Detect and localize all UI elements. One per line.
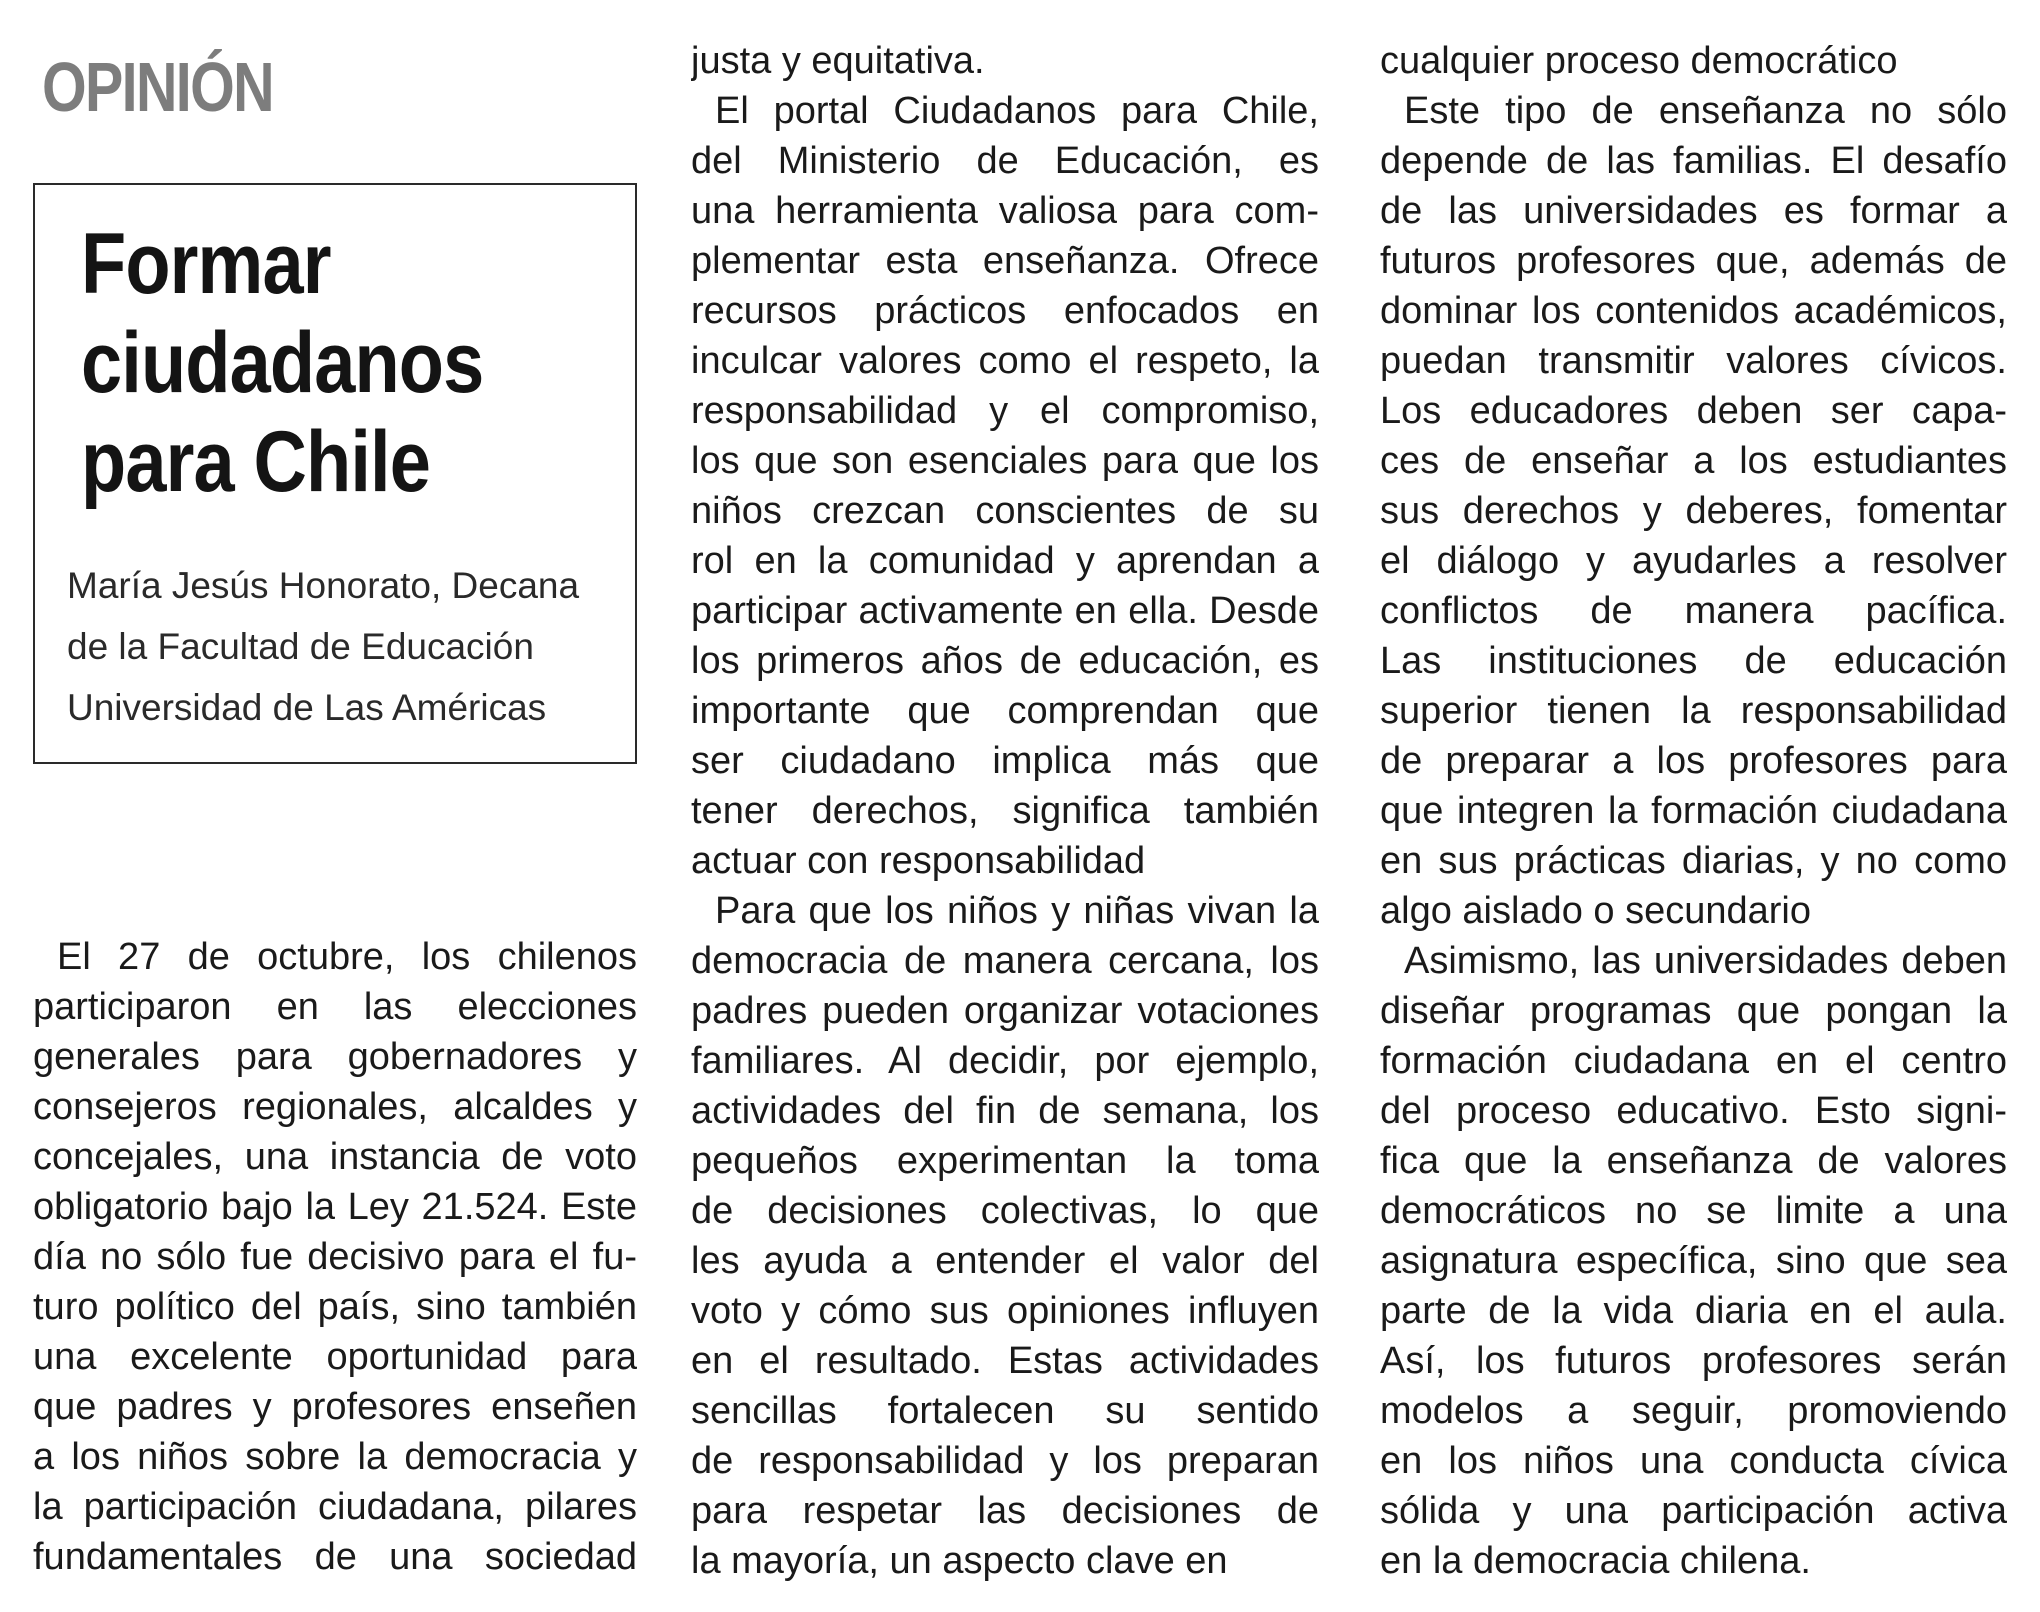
article-line: la mayoría, un aspecto clave en: [691, 1540, 1228, 1582]
article-line: padres pueden organizar votaciones: [691, 990, 1319, 1032]
headline: [81, 215, 483, 512]
article-line: conflictos de manera pacífica.: [1380, 590, 2007, 632]
article-line: superior tienen la responsabilidad: [1380, 690, 2007, 732]
article-line: obligatorio bajo la Ley 21.524. Este: [33, 1186, 637, 1228]
article-column-1: [33, 932, 637, 1582]
article-line: responsabilidad y el compromiso,: [691, 390, 1319, 432]
article-line: los que son esenciales para que los: [691, 440, 1319, 482]
article-line: familiares. Al decidir, por ejemplo,: [691, 1040, 1319, 1082]
article-line: puedan transmitir valores cívicos.: [1380, 340, 2007, 382]
article-line: a los niños sobre la democracia y: [33, 1436, 637, 1478]
byline-line: María Jesús Honorato, Decana: [67, 565, 580, 606]
article-line: diseñar programas que pongan la: [1380, 990, 2007, 1032]
article-line: asignatura específica, sino que sea: [1380, 1240, 2007, 1282]
article-line: consejeros regionales, alcaldes y: [33, 1086, 637, 1128]
article-line: que padres y profesores enseñen: [33, 1386, 637, 1428]
article-line: participar activamente en ella. Desde: [691, 590, 1319, 632]
article-line: futuros profesores que, además de: [1380, 240, 2007, 282]
article-line: democráticos no se limite a una: [1380, 1190, 2007, 1232]
section-label: OPINIÓN: [42, 48, 273, 126]
author-byline: [67, 555, 579, 738]
headline-line: ciudadanos: [81, 315, 484, 411]
article-line: en la democracia chilena.: [1380, 1540, 1811, 1582]
article-line: Este tipo de enseñanza no sólo: [1404, 90, 2007, 132]
article-line: rol en la comunidad y aprendan a: [691, 540, 1319, 582]
article-line: concejales, una instancia de voto: [33, 1136, 637, 1178]
byline-line: de la Facultad de Educación: [67, 626, 534, 667]
article-line: plementar esta enseñanza. Ofrece: [691, 240, 1319, 282]
article-line: niños crezcan conscientes de su: [691, 490, 1319, 532]
article-line: El 27 de octubre, los chilenos: [57, 936, 637, 978]
headline-line: para Chile: [81, 414, 430, 510]
article-column-2: [691, 36, 1319, 1586]
article-line: Las instituciones de educación: [1380, 640, 2007, 682]
article-line: sólida y una participación activa: [1380, 1490, 2007, 1532]
article-line: una herramienta valiosa para com-: [691, 190, 1319, 232]
article-line: inculcar valores como el respeto, la: [691, 340, 1319, 382]
article-line: Para que los niños y niñas vivan la: [715, 890, 1319, 932]
article-line: cualquier proceso democrático: [1380, 40, 1898, 82]
article-line: una excelente oportunidad para: [33, 1336, 637, 1378]
article-line: algo aislado o secundario: [1380, 890, 1811, 932]
article-line: del proceso educativo. Esto signi-: [1380, 1090, 2007, 1132]
article-line: depende de las familias. El desafío: [1380, 140, 2007, 182]
article-line: sencillas fortalecen su sentido: [691, 1390, 1319, 1432]
byline-line: Universidad de Las Américas: [67, 687, 547, 728]
article-line: parte de la vida diaria en el aula.: [1380, 1290, 2007, 1332]
article-line: actuar con responsabilidad: [691, 840, 1146, 882]
article-line: importante que comprendan que: [691, 690, 1319, 732]
article-line: fundamentales de una sociedad: [33, 1536, 637, 1578]
article-line: que integren la formación ciudadana: [1380, 790, 2007, 832]
article-line: dominar los contenidos académicos,: [1380, 290, 2007, 332]
article-line: la participación ciudadana, pilares: [33, 1486, 637, 1528]
article-line: justa y equitativa.: [691, 40, 985, 82]
article-line: de preparar a los profesores para: [1380, 740, 2007, 782]
article-line: fica que la enseñanza de valores: [1380, 1140, 2007, 1182]
headline-box: [33, 183, 637, 764]
article-line: en el resultado. Estas actividades: [691, 1340, 1319, 1382]
headline-line: Formar: [81, 216, 331, 312]
article-line: Así, los futuros profesores serán: [1380, 1340, 2007, 1382]
article-line: ces de enseñar a los estudiantes: [1380, 440, 2007, 482]
article-line: día no sólo fue decisivo para el fu-: [33, 1236, 637, 1278]
article-line: ser ciudadano implica más que: [691, 740, 1319, 782]
article-line: para respetar las decisiones de: [691, 1490, 1319, 1532]
article-line: de las universidades es formar a: [1380, 190, 2007, 232]
article-line: modelos a seguir, promoviendo: [1380, 1390, 2007, 1432]
article-line: de responsabilidad y los preparan: [691, 1440, 1319, 1482]
article-line: les ayuda a entender el valor del: [691, 1240, 1319, 1282]
article-line: del Ministerio de Educación, es: [691, 140, 1319, 182]
article-line: actividades del fin de semana, los: [691, 1090, 1319, 1132]
article-line: en los niños una conducta cívica: [1380, 1440, 2007, 1482]
article-line: El portal Ciudadanos para Chile,: [715, 90, 1319, 132]
article-line: generales para gobernadores y: [33, 1036, 637, 1078]
article-line: participaron en las elecciones: [33, 986, 637, 1028]
article-line: tener derechos, significa también: [691, 790, 1319, 832]
article-line: democracia de manera cercana, los: [691, 940, 1319, 982]
article-column-3: [1380, 36, 2007, 1586]
article-line: formación ciudadana en el centro: [1380, 1040, 2007, 1082]
article-line: Los educadores deben ser capa-: [1380, 390, 2007, 432]
article-line: turo político del país, sino también: [33, 1286, 637, 1328]
article-line: recursos prácticos enfocados en: [691, 290, 1319, 332]
article-line: voto y cómo sus opiniones influyen: [691, 1290, 1319, 1332]
article-line: pequeños experimentan la toma: [691, 1140, 1319, 1182]
article-line: de decisiones colectivas, lo que: [691, 1190, 1319, 1232]
article-line: Asimismo, las universidades deben: [1404, 940, 2007, 982]
article-line: el diálogo y ayudarles a resolver: [1380, 540, 2007, 582]
article-line: sus derechos y deberes, fomentar: [1380, 490, 2007, 532]
article-line: en sus prácticas diarias, y no como: [1380, 840, 2007, 882]
article-line: los primeros años de educación, es: [691, 640, 1319, 682]
